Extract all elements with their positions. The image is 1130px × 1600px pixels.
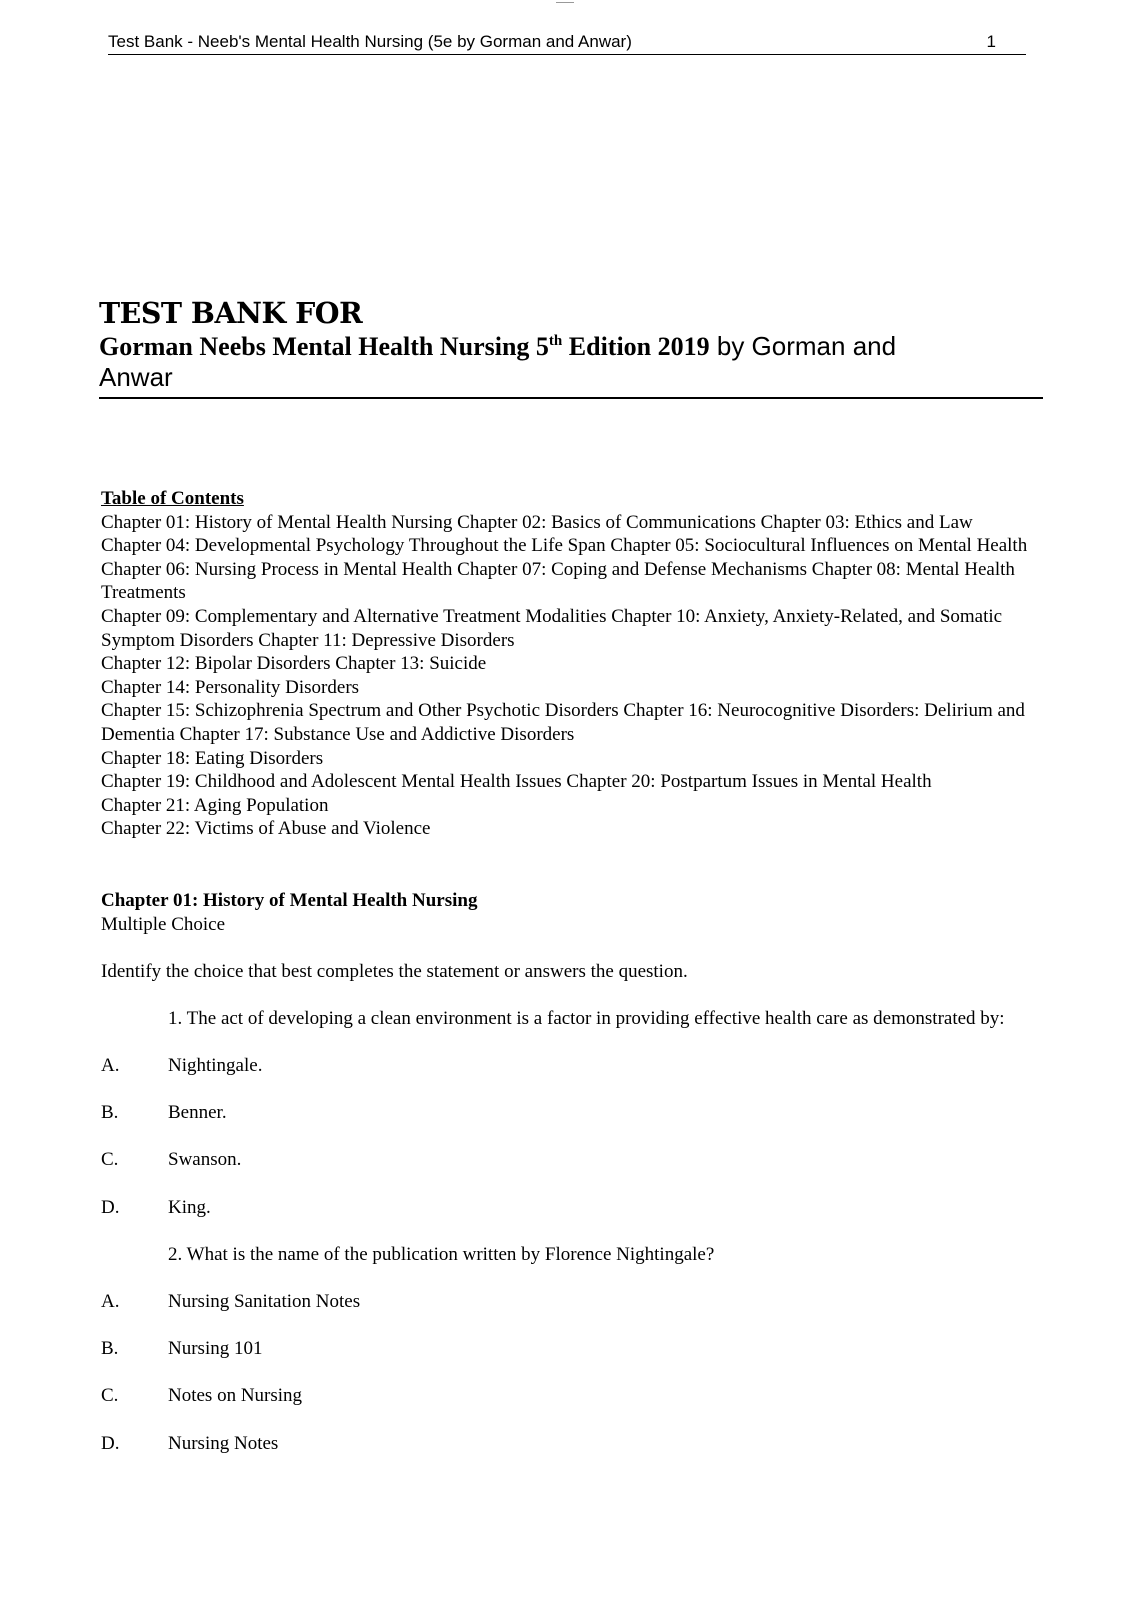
choice-text: Nursing Notes [168, 1432, 279, 1454]
instructions: Identify the choice that best completes the statement or answers the question. [101, 960, 688, 982]
running-header [108, 30, 1026, 55]
toc-line: Chapter 15: Schizophrenia Spectrum and Other Psychotic Disorders Chapter 16: Neurocognitive Disorders: Delirium and Dementia Chapter 17: Substance Use and Addictive Disorders [101, 700, 1025, 745]
header-title: Test Bank - Neeb's Mental Health Nursing (5e by Gorman and Anwar) [108, 32, 632, 51]
choice-text: Nursing 101 [168, 1338, 263, 1360]
answer-choice [101, 1337, 1041, 1361]
test-bank-label: TEST BANK FOR [99, 296, 363, 330]
choice-letter: B. [101, 1338, 119, 1360]
page-top-mark [556, 2, 574, 3]
toc-line: Chapter 22: Victims of Abuse and Violence [101, 818, 431, 840]
answer-choice [101, 1101, 1041, 1125]
choice-text: Notes on Nursing [168, 1385, 303, 1407]
question-text: 1. The act of developing a clean environment is a factor in providing effective health care as demonstrated by: [168, 1007, 1005, 1029]
byline-part1: by Gorman and [709, 331, 897, 361]
toc-line: Chapter 12: Bipolar Disorders Chapter 13: Suicide [101, 653, 487, 675]
toc-list [101, 511, 1041, 841]
toc-line: Chapter 21: Aging Population [101, 794, 329, 816]
choice-text: King. [168, 1196, 211, 1218]
header-page-number: 1 [986, 32, 996, 51]
choice-text: Nightingale. [168, 1055, 263, 1077]
toc-line: Chapter 01: History of Mental Health Nursing Chapter 02: Basics of Communications Chapter 03: Ethics and Law [101, 511, 973, 533]
choice-text: Swanson. [168, 1149, 242, 1171]
choice-text: Benner. [168, 1102, 227, 1124]
answer-choice [101, 1432, 1041, 1456]
choice-letter: B. [101, 1102, 119, 1124]
edition-superscript: th [548, 333, 563, 349]
title-block [99, 296, 1043, 399]
answer-choice [101, 1148, 1041, 1172]
document-body [101, 487, 1041, 1455]
choice-text: Nursing Sanitation Notes [168, 1291, 361, 1312]
book-title-part2: Edition 2019 [562, 332, 710, 361]
toc-line: Chapter 09: Complementary and Alternative Treatment Modalities Chapter 10: Anxiety, Anxiety-Related, and Somatic Symptom Disorders Chapter 11: Depressive Disorders [101, 605, 1003, 651]
toc-line: Chapter 14: Personality Disorders [101, 676, 360, 698]
chapter-heading: Chapter 01: History of Mental Health Nursing [101, 889, 478, 911]
choice-letter: C. [101, 1149, 119, 1171]
answer-choice [101, 1196, 1041, 1220]
answer-choice [101, 1384, 1041, 1408]
toc-line: Chapter 19: Childhood and Adolescent Mental Health Issues Chapter 20: Postpartum Issues in Mental Health [101, 771, 932, 793]
choice-letter: A. [101, 1055, 120, 1077]
answer-choice [101, 1054, 1041, 1078]
answer-choice [101, 1290, 1041, 1314]
book-title [99, 331, 1043, 393]
toc-line: Chapter 04: Developmental Psychology Throughout the Life Span Chapter 05: Sociocultural Influences on Mental Health [101, 535, 1028, 557]
toc-line: Chapter 06: Nursing Process in Mental Health Chapter 07: Coping and Defense Mechanisms Chapter 08: Mental Health Treatments [101, 558, 1015, 604]
question-text: 2. What is the name of the publication written by Florence Nightingale? [168, 1243, 715, 1265]
choice-letter: A. [101, 1291, 120, 1312]
section-label: Multiple Choice [101, 913, 226, 935]
book-title-part1: Gorman Neebs Mental Health Nursing 5 [99, 332, 549, 361]
byline-part2: Anwar [99, 362, 173, 392]
choice-letter: D. [101, 1432, 120, 1454]
toc-line: Chapter 18: Eating Disorders [101, 747, 324, 769]
toc-heading: Table of Contents [101, 488, 244, 509]
choice-letter: D. [101, 1196, 120, 1218]
choice-letter: C. [101, 1385, 119, 1407]
